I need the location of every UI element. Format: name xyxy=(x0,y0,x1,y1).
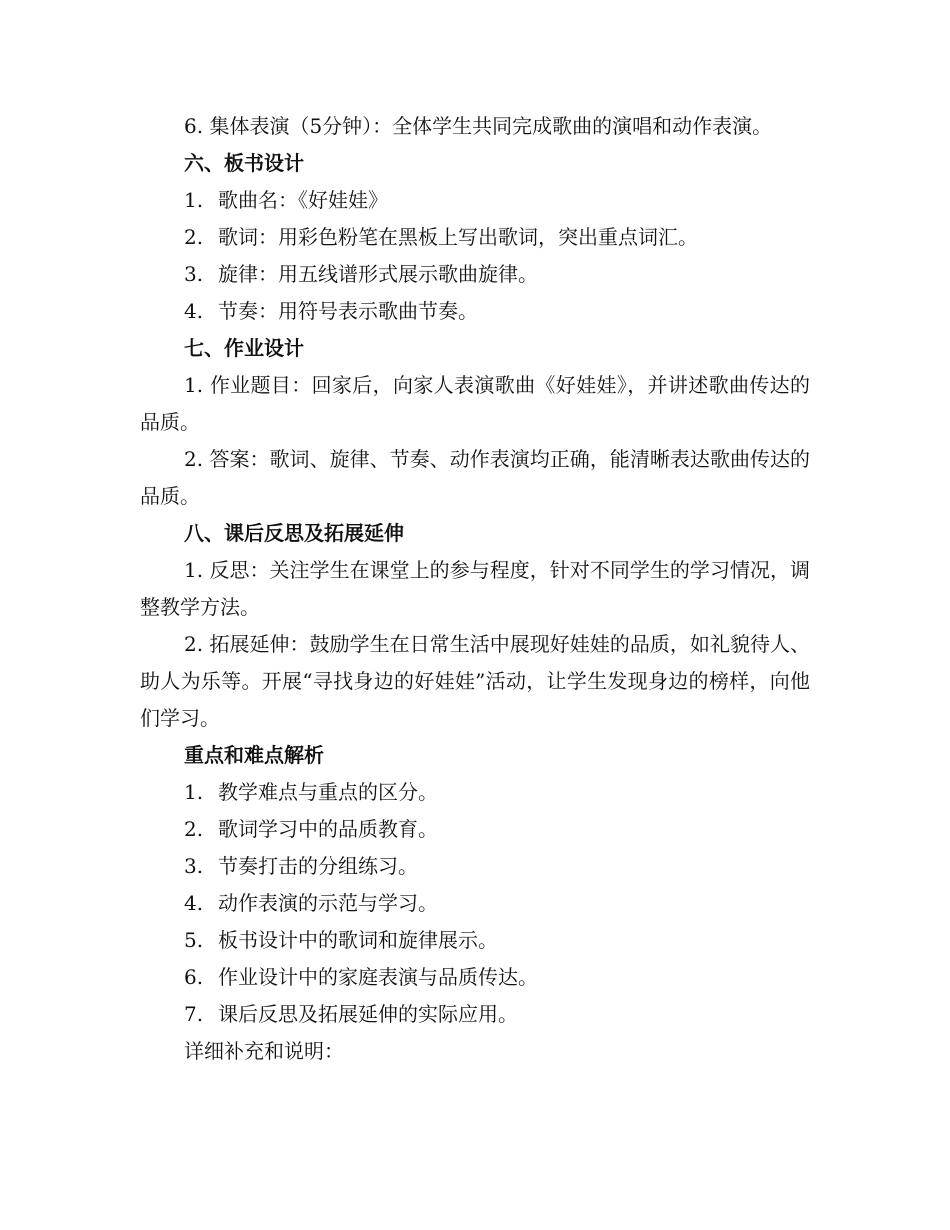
list-item xyxy=(140,922,810,959)
item-text: 作业设计中的家庭表演与品质传达。 xyxy=(218,965,538,989)
item-text: 节奏：用符号表示歌曲节奏。 xyxy=(218,299,478,323)
list-item xyxy=(140,811,810,848)
item-text: 集体表演（5分钟）：全体学生共同完成歌曲的演唱和动作表演。 xyxy=(209,114,773,138)
paragraph-reflection xyxy=(140,552,810,626)
item-number: 1. xyxy=(184,188,204,212)
list-item xyxy=(140,293,810,330)
section-heading-reflection: 八、课后反思及拓展延伸 xyxy=(184,521,404,545)
paragraph-homework-task xyxy=(140,367,810,441)
item-number: 2. xyxy=(184,447,204,471)
list-item xyxy=(140,848,810,885)
item-number: 5. xyxy=(184,928,204,952)
item-text: 板书设计中的歌词和旋律展示。 xyxy=(218,928,498,952)
item-text: 歌词：用彩色粉笔在黑板上写出歌词，突出重点词汇。 xyxy=(218,225,698,249)
section-heading-keypoints: 重点和难点解析 xyxy=(184,743,324,767)
item-number: 6. xyxy=(184,965,204,989)
item-number: 1. xyxy=(184,780,204,804)
document-body xyxy=(140,108,810,1070)
item-number: 2. xyxy=(184,817,204,841)
paragraph-extension xyxy=(140,626,810,737)
closing-line: 详细补充和说明： xyxy=(184,1039,344,1063)
item-text: 节奏打击的分组练习。 xyxy=(218,854,418,878)
item-number: 2. xyxy=(184,225,204,249)
section-heading-homework: 七、作业设计 xyxy=(184,336,304,360)
item-text: 课后反思及拓展延伸的实际应用。 xyxy=(218,1002,518,1026)
item-text: 歌词学习中的品质教育。 xyxy=(218,817,438,841)
item-text: 作业题目：回家后，向家人表演歌曲《好娃娃》，并讲述歌曲传达的品质。 xyxy=(140,373,811,434)
paragraph-homework-answer xyxy=(140,441,810,515)
item-number: 1. xyxy=(184,373,204,397)
list-item xyxy=(140,182,810,219)
list-item xyxy=(140,996,810,1033)
paragraph-group-performance xyxy=(140,108,810,145)
list-item xyxy=(140,959,810,996)
item-text: 歌曲名：《好娃娃》 xyxy=(218,188,388,212)
item-text: 教学难点与重点的区分。 xyxy=(218,780,438,804)
item-number: 3. xyxy=(184,262,204,286)
list-item xyxy=(140,774,810,811)
item-text: 拓展延伸：鼓励学生在日常生活中展现好娃娃的品质，如礼貌待人、助人为乐等。开展“寻找身边的好娃娃”活动，让学生发现身边的榜样，向他们学习。 xyxy=(140,632,811,730)
item-text: 答案：歌词、旋律、节奏、动作表演均正确，能清晰表达歌曲传达的品质。 xyxy=(140,447,811,508)
list-item xyxy=(140,256,810,293)
item-number: 4. xyxy=(184,891,204,915)
list-item xyxy=(140,885,810,922)
item-number: 7. xyxy=(184,1002,204,1026)
item-number: 1. xyxy=(184,558,204,582)
item-text: 反思：关注学生在课堂上的参与程度，针对不同学生的学习情况，调整教学方法。 xyxy=(140,558,811,619)
item-text: 动作表演的示范与学习。 xyxy=(218,891,438,915)
section-heading-blackboard: 六、板书设计 xyxy=(184,151,304,175)
list-item xyxy=(140,219,810,256)
item-number: 3. xyxy=(184,854,204,878)
item-text: 旋律：用五线谱形式展示歌曲旋律。 xyxy=(218,262,538,286)
item-number: 6. xyxy=(184,114,204,138)
item-number: 4. xyxy=(184,299,204,323)
item-number: 2. xyxy=(184,632,204,656)
